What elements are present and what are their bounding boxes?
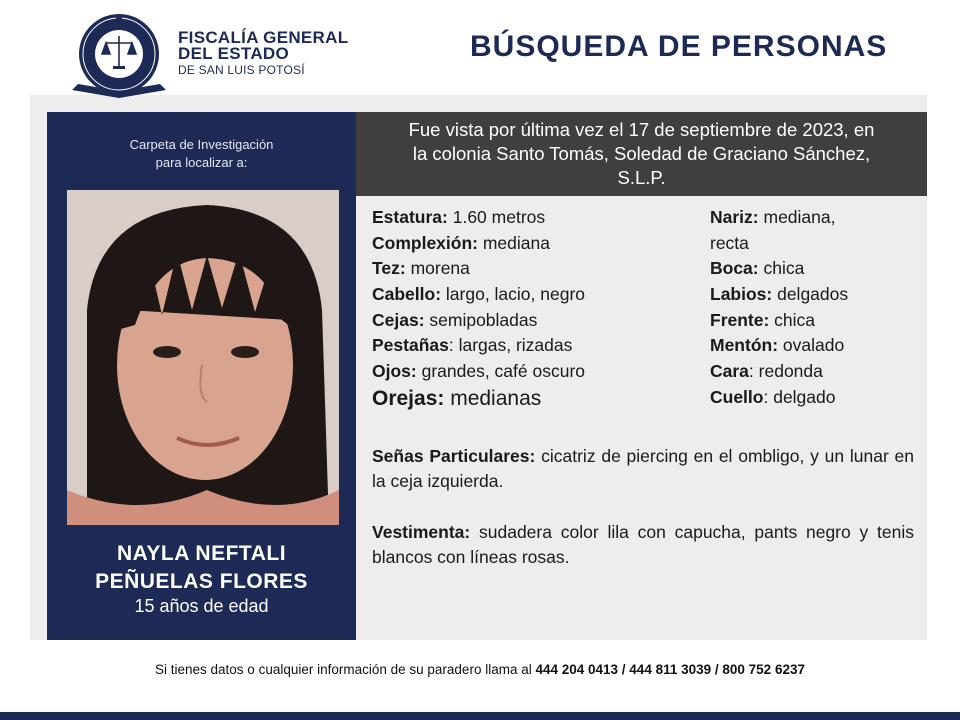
detail-complexion <box>372 231 702 257</box>
detail-label: Ojos: <box>372 361 417 382</box>
person-name-line-2: PEÑUELAS FLORES <box>95 570 308 593</box>
detail-value: semipobladas <box>424 309 538 330</box>
last-seen-line-3: S.L.P. <box>617 167 666 188</box>
detail-value: chica <box>769 309 816 330</box>
last-seen-line-2: la colonia Santo Tomás, Soledad de Graciano Sánchez, <box>412 143 871 164</box>
detail-value: morena <box>405 258 470 279</box>
org-line-3: DE SAN LUIS POTOSÍ <box>178 63 305 77</box>
detail-nariz-cont <box>710 231 960 257</box>
detail-boca <box>710 256 960 282</box>
detail-label: Mentón: <box>710 335 779 356</box>
detail-label: Cejas: <box>372 309 425 330</box>
detail-tez <box>372 256 702 282</box>
detail-value: chica <box>758 258 805 279</box>
detail-value: mediana, <box>758 207 836 227</box>
vestimenta <box>372 520 914 570</box>
detail-label: Complexión: <box>372 232 478 253</box>
detail-cuello <box>710 385 960 411</box>
organization-name <box>178 30 348 78</box>
detail-label: Frente: <box>710 309 770 330</box>
vestimenta-value: sudadera color lila con capucha, pants negro y tenis blancos con líneas rosas. <box>372 522 914 567</box>
detail-frente <box>710 308 960 334</box>
detail-value: largo, lacio, negro <box>441 284 586 305</box>
detail-orejas <box>372 385 702 413</box>
fiscalia-seal-logo <box>64 10 174 105</box>
detail-value: delgados <box>772 284 849 305</box>
detail-value: grandes, café oscuro <box>416 361 586 382</box>
detail-label: Nariz: <box>710 207 759 227</box>
vestimenta-label: Vestimenta: <box>372 522 471 542</box>
detail-label: Boca: <box>710 258 759 279</box>
detail-ojos <box>372 359 702 385</box>
detail-estatura <box>372 205 702 231</box>
detail-value: medianas <box>444 386 542 410</box>
detail-menton <box>710 333 960 359</box>
person-card <box>47 112 356 640</box>
detail-value: mediana <box>477 232 550 253</box>
carpeta-line-2: para localizar a: <box>155 155 248 170</box>
person-photo <box>67 190 339 525</box>
detail-cara <box>710 359 960 385</box>
detail-label: Cuello <box>710 386 764 407</box>
person-name-line-1: NAYLA NEFTALI <box>116 542 287 565</box>
contact-footer <box>0 662 960 677</box>
detail-label: Orejas: <box>372 386 445 410</box>
detail-value: ovalado <box>778 335 845 356</box>
detail-label: Labios: <box>710 284 773 305</box>
senas-value: cicatriz de piercing en el ombligo, y un lunar en la ceja izquierda. <box>372 446 914 491</box>
detail-pestanas <box>372 333 702 359</box>
carpeta-label <box>47 136 356 172</box>
carpeta-line-1: Carpeta de Investigación <box>129 137 274 152</box>
description-column-right <box>710 205 960 411</box>
org-line-2: DEL ESTADO <box>178 44 289 63</box>
detail-label: Cara <box>710 361 749 382</box>
description-column-left <box>372 205 702 413</box>
detail-label: Cabello: <box>372 284 442 305</box>
detail-labios <box>710 282 960 308</box>
page-title: BÚSQUEDA DE PERSONAS <box>470 30 888 63</box>
bottom-bar <box>0 712 960 720</box>
detail-value: 1.60 metros <box>447 207 546 227</box>
last-seen-banner <box>356 112 927 196</box>
detail-cejas <box>372 308 702 334</box>
detail-value: : redonda <box>748 361 823 382</box>
detail-label: Tez: <box>372 258 406 279</box>
person-age: 15 años de edad <box>134 596 269 616</box>
detail-label: Estatura: <box>372 207 448 227</box>
detail-label: Pestañas <box>372 335 449 356</box>
detail-nariz <box>710 205 960 231</box>
senas-particulares <box>372 444 914 494</box>
detail-value: : largas, rizadas <box>448 335 573 356</box>
footer-text: Si tienes datos o cualquier información de su paradero llama al <box>155 662 536 677</box>
detail-value: recta <box>710 232 749 253</box>
person-name <box>47 540 356 596</box>
detail-value: : delgado <box>763 386 836 407</box>
last-seen-line-1: Fue vista por última vez el 17 de septiembre de 2023, en <box>408 119 875 140</box>
org-line-1: FISCALÍA GENERAL <box>178 28 349 47</box>
senas-label: Señas Particulares: <box>372 446 536 466</box>
footer-phones: 444 204 0413 / 444 811 3039 / 800 752 6237 <box>535 662 805 677</box>
detail-cabello <box>372 282 702 308</box>
